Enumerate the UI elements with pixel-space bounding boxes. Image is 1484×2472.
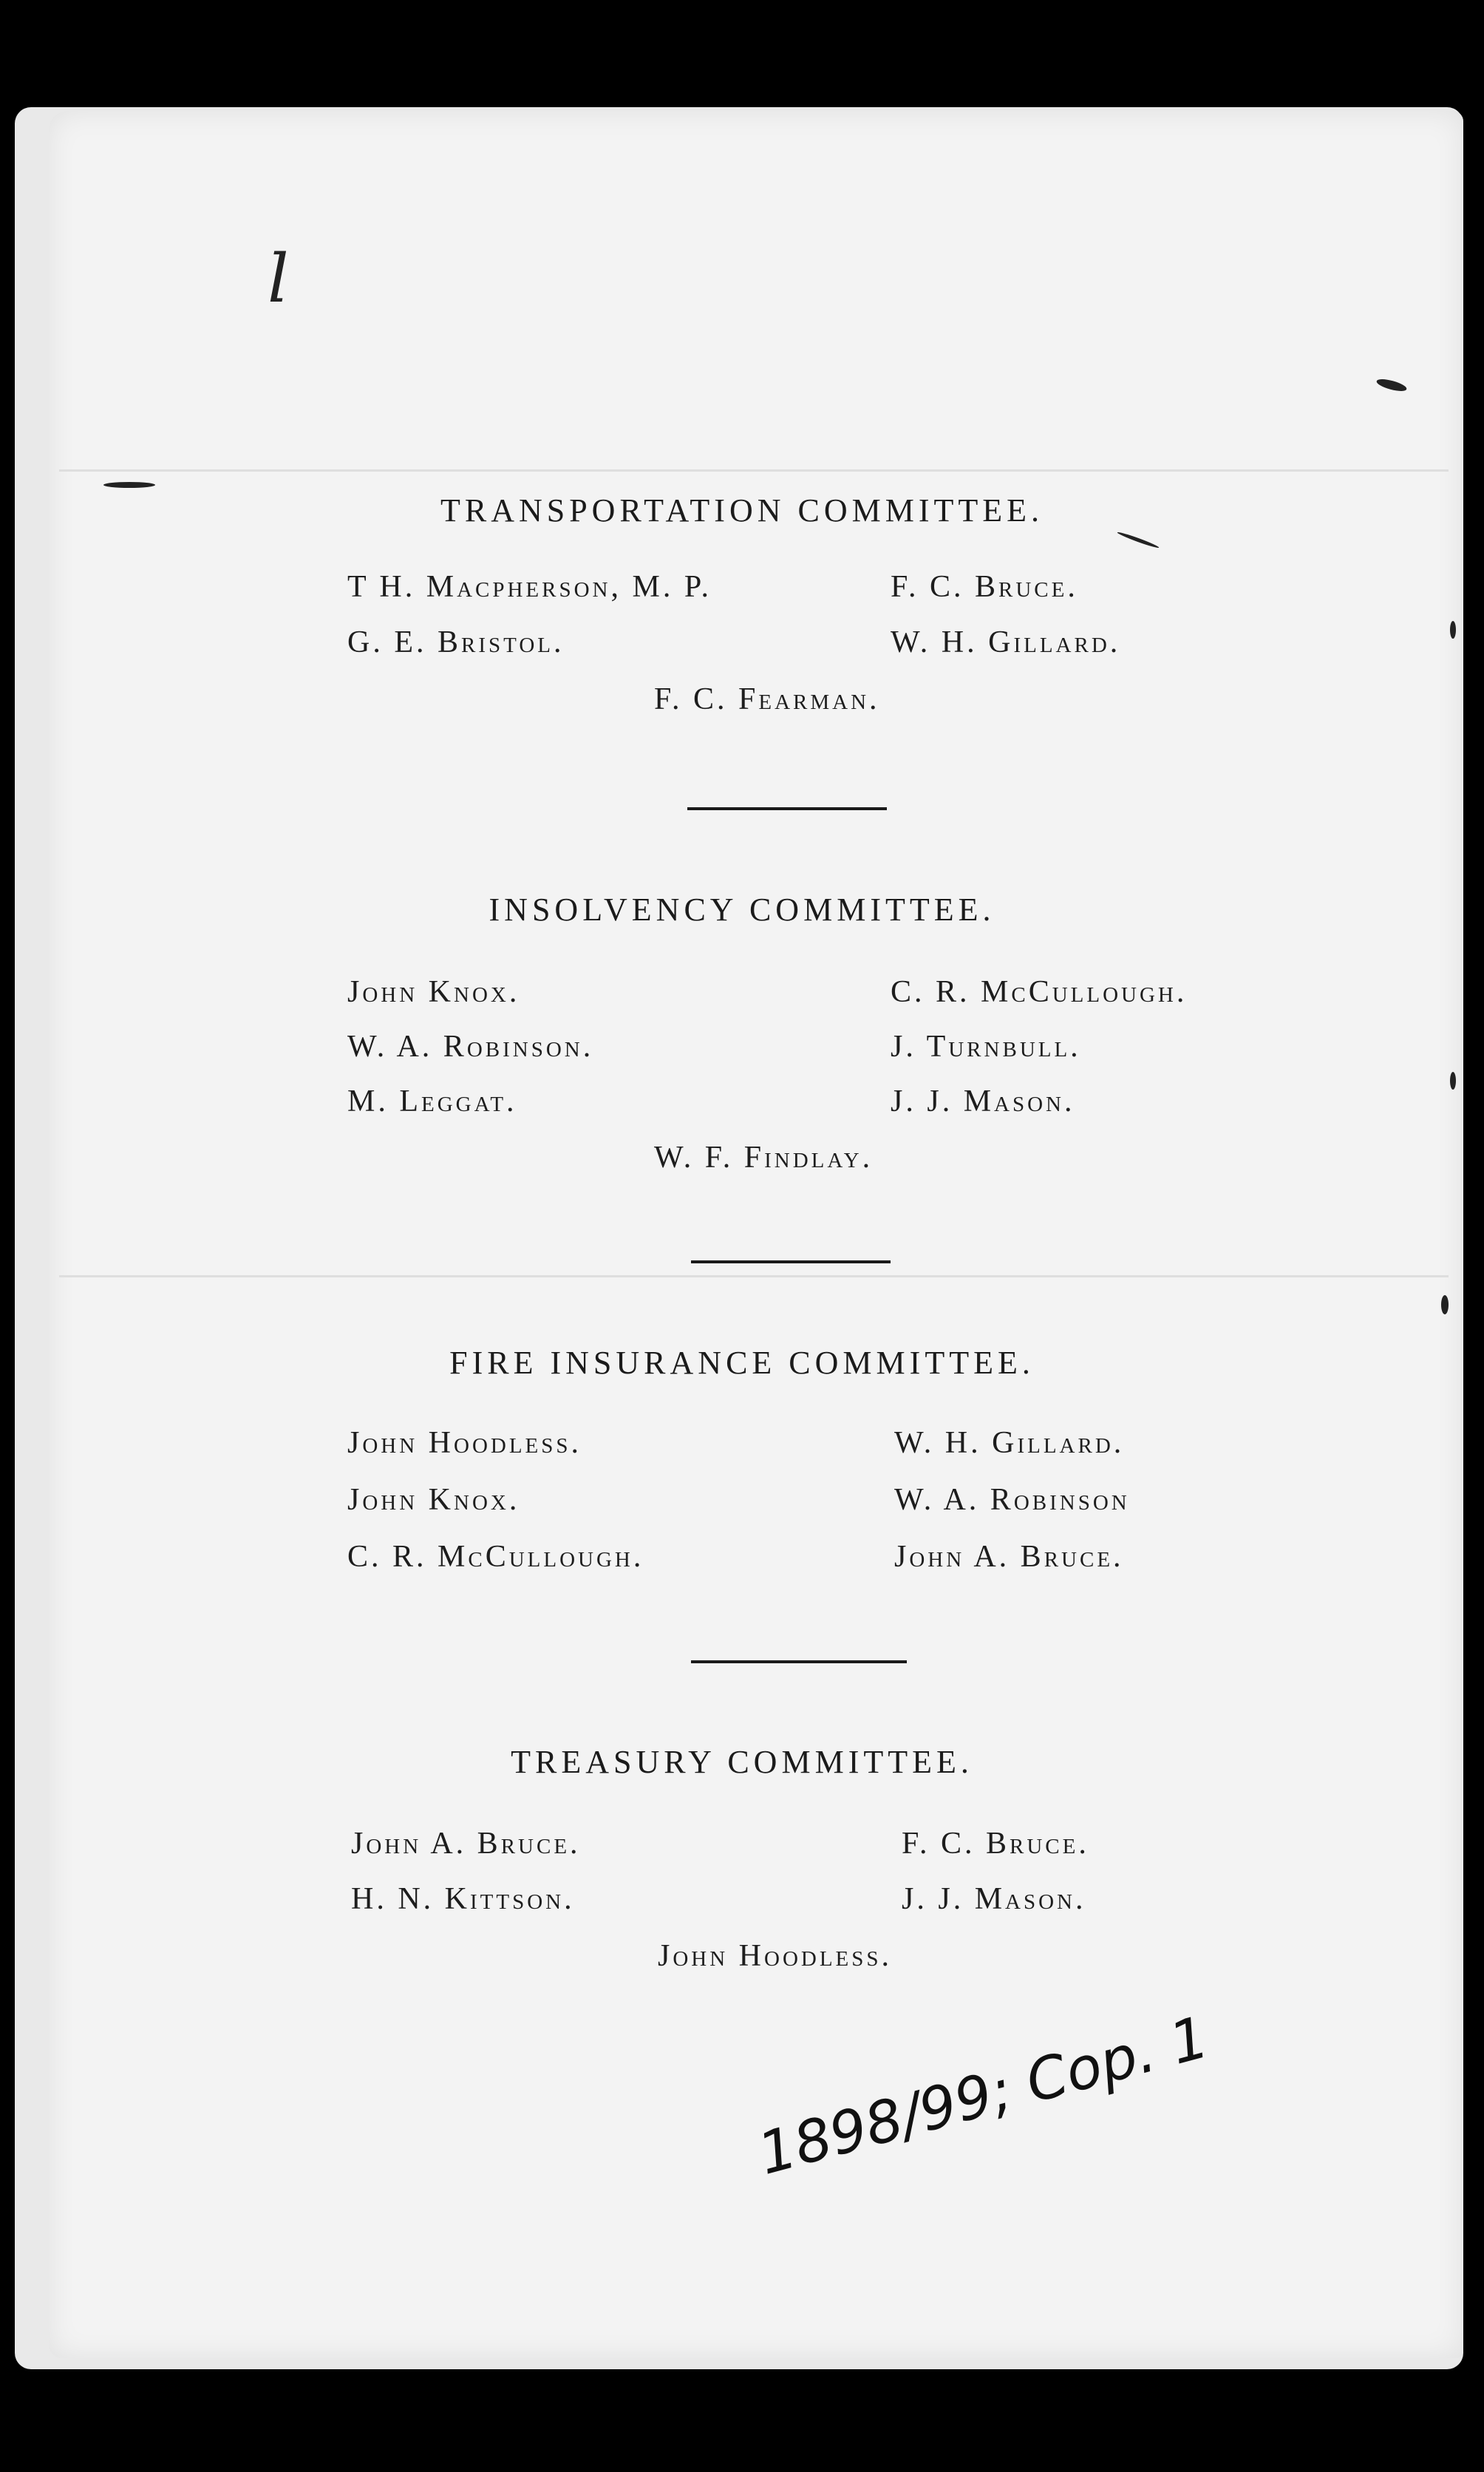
member-name: C. R. McCullough.: [891, 975, 1188, 1009]
section-title: TRANSPORTATION COMMITTEE.: [440, 492, 1044, 529]
member-name: C. R. McCullough.: [347, 1540, 644, 1574]
ink-speck: [1450, 621, 1456, 639]
member-name: G. E. Bristol.: [347, 625, 565, 659]
section-title: INSOLVENCY COMMITTEE.: [489, 892, 995, 928]
member-name: T H. Macpherson, M. P.: [347, 570, 712, 604]
member-name: J. J. Mason.: [902, 1882, 1086, 1916]
member-name: W. A. Robinson.: [347, 1030, 594, 1064]
member-name: John A. Bruce.: [894, 1540, 1124, 1574]
member-name: F. C. Fearman.: [654, 682, 880, 716]
member-name: W. H. Gillard.: [891, 625, 1121, 659]
member-name: John Hoodless.: [347, 1426, 582, 1460]
ink-speck: [1441, 1295, 1449, 1314]
faint-rule: [59, 469, 1449, 472]
section-divider: [687, 807, 887, 810]
member-name: J. Turnbull.: [891, 1030, 1081, 1064]
member-name: John Knox.: [347, 975, 520, 1009]
section-divider: [691, 1660, 907, 1663]
member-name: W. A. Robinson: [894, 1483, 1130, 1517]
section-title: TREASURY COMMITTEE.: [511, 1744, 973, 1780]
member-name: W. H. Gillard.: [894, 1426, 1125, 1460]
member-name: John Hoodless.: [658, 1939, 893, 1973]
section-divider: [691, 1260, 891, 1263]
member-name: H. N. Kittson.: [351, 1882, 575, 1916]
archival-note: 1898/99; Cop. 1: [751, 2004, 1216, 2188]
member-name: John A. Bruce.: [351, 1827, 581, 1861]
member-name: F. C. Bruce.: [902, 1827, 1089, 1861]
document-page: [49, 111, 1463, 2358]
corner-mark: l: [268, 240, 289, 318]
ink-speck: [103, 482, 155, 488]
member-name: M. Leggat.: [347, 1084, 517, 1118]
ink-speck: [1450, 1072, 1456, 1090]
faint-rule: [59, 1275, 1449, 1277]
member-name: W. F. Findlay.: [654, 1141, 874, 1175]
member-name: F. C. Bruce.: [891, 570, 1078, 604]
member-name: J. J. Mason.: [891, 1084, 1075, 1118]
section-title: FIRE INSURANCE COMMITTEE.: [449, 1345, 1035, 1381]
member-name: John Knox.: [347, 1483, 520, 1517]
